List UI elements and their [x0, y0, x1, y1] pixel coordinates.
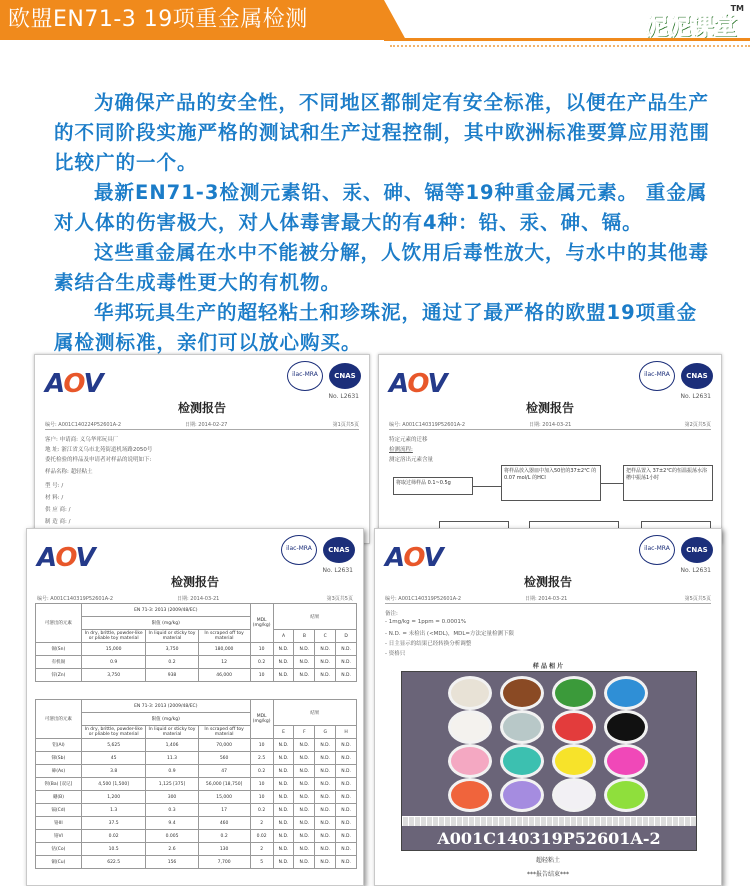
- table-row: [36, 778, 357, 791]
- table-header-cell: E: [273, 726, 294, 739]
- flow-arrow: [601, 483, 623, 484]
- table-cell: N.D.: [294, 669, 315, 682]
- table-cell: 938: [146, 669, 198, 682]
- header-title: 欧盟EN71-3 19项重金属检测: [0, 0, 384, 40]
- photo-sample-code: A001C140319P52601A-2: [437, 829, 661, 848]
- clay-sample-tub: [552, 744, 596, 778]
- table-cell: 钴(Co): [36, 843, 82, 856]
- table-cell: N.D.: [294, 656, 315, 669]
- report-page-number: 第2页共5页: [684, 422, 711, 428]
- sample-field: 供 应 商: /: [45, 507, 71, 513]
- table-cell: N.D.: [294, 643, 315, 656]
- table-cell: N.D.: [273, 804, 294, 817]
- photo-caption: 超轻粘土: [535, 857, 560, 864]
- table-cell: N.D.: [336, 643, 357, 656]
- table-cell: N.D.: [273, 791, 294, 804]
- photo-ruler: [402, 816, 696, 826]
- table-cell: N.D.: [273, 656, 294, 669]
- table-cell: 10.5: [81, 843, 146, 856]
- table-cell: 10: [250, 669, 273, 682]
- table-cell: 钡(Ba) [双记]: [36, 778, 82, 791]
- table-cell: N.D.: [273, 643, 294, 656]
- note-line: - N.D. = 未检出 (<MDL)，MDL=方法定量检测下限: [385, 631, 515, 637]
- report-page-1: [34, 354, 370, 544]
- table-cell: N.D.: [273, 830, 294, 843]
- table-cell: 0.2: [250, 656, 273, 669]
- table-cell: N.D.: [336, 778, 357, 791]
- table-row: [36, 843, 357, 856]
- address: 地 址: 浙江省义乌市北苑街道机场路2050号: [45, 447, 153, 453]
- table-cell: 622.5: [81, 856, 146, 869]
- table-row: [36, 791, 357, 804]
- table-cell: N.D.: [336, 856, 357, 869]
- note-line: - 资格只: [385, 651, 406, 657]
- table-cell: 10: [250, 778, 273, 791]
- table-cell: 0.005: [146, 830, 198, 843]
- ilac-mra-logo: ilac-MRA: [281, 535, 317, 565]
- report-page-number: 第1页共5页: [332, 422, 359, 428]
- table-cell: 560: [198, 752, 250, 765]
- table-header-cell: 可溶出的元素: [36, 700, 82, 739]
- table-header-cell: EN 71-3: 2013 (2009/48/EC): [81, 604, 250, 617]
- table-cell: N.D.: [273, 669, 294, 682]
- table-cell: 37.5: [81, 817, 146, 830]
- license-number: No. L2631: [680, 393, 711, 400]
- table-cell: N.D.: [336, 752, 357, 765]
- header-tab-shape: [384, 0, 406, 40]
- table-header-cell: MDL (mg/kg): [250, 700, 273, 739]
- table-header-cell: 可溶出的元素: [36, 604, 82, 643]
- clay-sample-tub: [604, 744, 648, 778]
- brand-logo: [644, 6, 736, 41]
- clay-sample-tub: [552, 710, 596, 744]
- table-cell: 铬III: [36, 817, 82, 830]
- ilac-mra-logo: ilac-MRA: [639, 361, 675, 391]
- report-page-2: [378, 354, 722, 544]
- table-cell: 0.9: [146, 765, 198, 778]
- table-cell: 4,500 [1,500]: [81, 778, 146, 791]
- cnas-logo: CNAS: [681, 537, 713, 563]
- table-cell: 17: [198, 804, 250, 817]
- table-header-cell: In liquid or sticky toy material: [146, 630, 198, 643]
- flow-box: 把样品置入 37±2℃的恒温振荡水浴槽中振荡1小时: [623, 465, 713, 501]
- table-header-cell: H: [336, 726, 357, 739]
- license-number: No. L2631: [680, 567, 711, 574]
- table-header-cell: 结果: [273, 700, 356, 726]
- table-cell: N.D.: [315, 817, 336, 830]
- table-cell: 47: [198, 765, 250, 778]
- table-cell: 1,406: [146, 739, 198, 752]
- table-cell: 铬VI: [36, 830, 82, 843]
- brand-text: 泥泥课堂: [644, 12, 736, 40]
- results-table-top: [35, 603, 357, 682]
- table-cell: N.D.: [294, 752, 315, 765]
- table-cell: N.D.: [273, 817, 294, 830]
- sample-field: 材 料: /: [45, 495, 64, 501]
- table-cell: N.D.: [336, 656, 357, 669]
- clay-sample-tub: [500, 676, 544, 710]
- table-cell: 2: [250, 843, 273, 856]
- table-cell: 12: [198, 656, 250, 669]
- table-cell: 5,625: [81, 739, 146, 752]
- table-header-cell: In scraped off toy material: [198, 630, 250, 643]
- table-cell: 5: [250, 856, 273, 869]
- table-cell: 15,000: [81, 643, 146, 656]
- table-cell: N.D.: [315, 752, 336, 765]
- table-cell: 11.3: [146, 752, 198, 765]
- table-header-cell: In dry, brittle, powder-like or pliable toy material: [81, 726, 146, 739]
- results-table-bottom: [35, 699, 357, 869]
- table-header-cell: In scraped off toy material: [198, 726, 250, 739]
- table-cell: 0.02: [81, 830, 146, 843]
- table-cell: 70,000: [198, 739, 250, 752]
- table-cell: N.D.: [294, 856, 315, 869]
- clay-sample-tub: [604, 778, 648, 812]
- header-dotted-rule: [390, 45, 750, 47]
- table-cell: 3,750: [81, 669, 146, 682]
- flow-arrow: [473, 486, 501, 487]
- table-cell: N.D.: [273, 778, 294, 791]
- table-cell: 1,200: [81, 791, 146, 804]
- table-cell: N.D.: [315, 669, 336, 682]
- table-cell: 10: [250, 739, 273, 752]
- intro-paragraph-1: 为确保产品的安全性，不同地区都制定有安全标准，以便在产品生产的不同阶段实施严格的测试和生产过程控制，其中欧洲标准要算应用范围比较广的一个。: [54, 91, 711, 174]
- table-cell: 锌(Zn): [36, 669, 82, 682]
- table-header-cell: 限值 (mg/kg): [81, 713, 250, 726]
- cnas-logo: CNAS: [681, 363, 713, 389]
- report-page-number: 第5页共5页: [684, 596, 711, 602]
- table-cell: N.D.: [336, 817, 357, 830]
- table-cell: 0.2: [198, 830, 250, 843]
- table-cell: 46,000: [198, 669, 250, 682]
- table-cell: N.D.: [294, 817, 315, 830]
- table-cell: N.D.: [315, 843, 336, 856]
- clay-sample-tub: [552, 778, 596, 812]
- report-date: 日期: 2014-02-27: [185, 422, 228, 428]
- clay-sample-tub: [448, 676, 492, 710]
- table-cell: 砷(As): [36, 765, 82, 778]
- intro-text: [54, 88, 714, 358]
- table-cell: N.D.: [315, 739, 336, 752]
- table-row: [36, 817, 357, 830]
- intro-paragraph-2: 最新EN71-3检测元素铅、汞、砷、镉等19种重金属元素。 重金属对人体的伤害极大，对人体毒害最大的有4种：铅、汞、砷、镉。: [54, 181, 708, 234]
- table-header-cell: C: [315, 630, 336, 643]
- table-cell: 2.6: [146, 843, 198, 856]
- clay-sample-tub: [448, 778, 492, 812]
- table-cell: N.D.: [273, 843, 294, 856]
- clay-sample-tub: [500, 778, 544, 812]
- table-cell: 1,125 [375]: [146, 778, 198, 791]
- table-header-cell: G: [315, 726, 336, 739]
- table-cell: N.D.: [273, 765, 294, 778]
- table-cell: 0.9: [81, 656, 146, 669]
- report-end-text: ***报告结束***: [526, 871, 569, 878]
- photo-title: 样 品 相 片: [532, 663, 564, 670]
- aov-logo: AOV: [45, 369, 103, 399]
- table-cell: N.D.: [336, 765, 357, 778]
- table-cell: N.D.: [294, 791, 315, 804]
- table-cell: 7,700: [198, 856, 250, 869]
- table-row: [36, 830, 357, 843]
- table-cell: N.D.: [315, 856, 336, 869]
- section-line: 检测流程:: [389, 447, 413, 453]
- report-number: 编号: A001C140319P52601A-2: [389, 422, 466, 428]
- table-cell: 10: [250, 643, 273, 656]
- table-cell: N.D.: [294, 778, 315, 791]
- table-cell: 硼(B): [36, 791, 82, 804]
- report-date: 日期: 2014-03-21: [177, 596, 220, 602]
- table-cell: N.D.: [336, 669, 357, 682]
- report-title: 检测报告: [525, 401, 574, 415]
- entrust-note: 委托检验的样品及申请者对样品的说明如下:: [45, 457, 152, 463]
- table-row: [36, 752, 357, 765]
- table-cell: 有机锡: [36, 656, 82, 669]
- intro-paragraph-4: 华邦玩具生产的超轻粘土和珍珠泥，通过了最严格的欧盟19项重金属检测标准，亲们可以放心购买。: [54, 301, 698, 354]
- divider: [385, 603, 711, 604]
- table-cell: 铜(Cu): [36, 856, 82, 869]
- report-title: 检测报告: [177, 401, 226, 415]
- table-row: [36, 739, 357, 752]
- table-row: [36, 656, 357, 669]
- report-title: 检测报告: [523, 575, 572, 589]
- table-cell: 0.2: [250, 765, 273, 778]
- table-cell: N.D.: [273, 856, 294, 869]
- table-cell: N.D.: [336, 739, 357, 752]
- note-line: - 日主显示的结果已经转换分析调整: [385, 641, 472, 647]
- divider: [45, 429, 359, 430]
- license-number: No. L2631: [328, 393, 359, 400]
- clay-sample-tub: [552, 676, 596, 710]
- sample-field: 型 号: /: [45, 483, 64, 489]
- table-cell: N.D.: [315, 778, 336, 791]
- table-cell: 10: [250, 791, 273, 804]
- page-header: [0, 0, 750, 46]
- table-row: [36, 856, 357, 869]
- table-cell: N.D.: [294, 830, 315, 843]
- aov-logo: AOV: [37, 543, 95, 573]
- table-header-cell: A: [273, 630, 294, 643]
- aov-logo: AOV: [385, 543, 443, 573]
- table-cell: 2: [250, 817, 273, 830]
- section-line: 测定溶出元素含量: [389, 457, 434, 463]
- aov-logo: AOV: [389, 369, 447, 399]
- ilac-mra-logo: ilac-MRA: [287, 361, 323, 391]
- intro-paragraph-3: 这些重金属在水中不能被分解，人饮用后毒性放大，与水中的其他毒素结合生成毒性更大的有机物。: [54, 241, 710, 294]
- clay-sample-tub: [448, 710, 492, 744]
- table-cell: N.D.: [315, 804, 336, 817]
- sample-photo: [401, 671, 697, 851]
- note-line: - 1mg/kg = 1ppm = 0.0001%: [385, 619, 467, 625]
- table-header-cell: EN 71-3: 2013 (2009/48/EC): [81, 700, 250, 713]
- report-number: 编号: A001C140224P52601A-2: [45, 422, 122, 428]
- ilac-mra-logo: ilac-MRA: [639, 535, 675, 565]
- table-cell: 130: [198, 843, 250, 856]
- table-cell: N.D.: [315, 765, 336, 778]
- table-row: [36, 669, 357, 682]
- table-row: [36, 804, 357, 817]
- table-cell: N.D.: [315, 791, 336, 804]
- table-cell: 3,750: [146, 643, 198, 656]
- table-header-cell: MDL (mg/kg): [250, 604, 273, 643]
- table-cell: 锡(Sn): [36, 643, 82, 656]
- table-cell: 1.3: [81, 804, 146, 817]
- table-header-cell: In liquid or sticky toy material: [146, 726, 198, 739]
- report-page-5: [374, 528, 722, 886]
- clay-sample-tub: [604, 710, 648, 744]
- table-cell: 15,000: [198, 791, 250, 804]
- flow-box: 将样品放入器皿中加入50倍的37±2℃ 的0.07 mol/L 的HCl: [501, 465, 601, 501]
- table-cell: 156: [146, 856, 198, 869]
- table-cell: N.D.: [273, 739, 294, 752]
- table-cell: 45: [81, 752, 146, 765]
- table-cell: N.D.: [294, 739, 315, 752]
- clay-sample-tub: [604, 676, 648, 710]
- table-cell: 0.2: [146, 656, 198, 669]
- table-header-cell: In dry, brittle, powder-like or pliable toy material: [81, 630, 146, 643]
- section-line: 特定元素的迁移: [389, 437, 428, 443]
- table-cell: 56,000 [18,750]: [198, 778, 250, 791]
- table-cell: N.D.: [315, 656, 336, 669]
- brand-trademark: TM: [730, 4, 744, 13]
- cnas-logo: CNAS: [329, 363, 361, 389]
- table-cell: 0.2: [250, 804, 273, 817]
- report-number: 编号: A001C140319P52601A-2: [37, 596, 114, 602]
- report-date: 日期: 2014-03-21: [529, 422, 572, 428]
- table-cell: N.D.: [336, 791, 357, 804]
- table-cell: 0.3: [146, 804, 198, 817]
- table-cell: N.D.: [315, 830, 336, 843]
- table-cell: N.D.: [336, 830, 357, 843]
- table-cell: N.D.: [315, 643, 336, 656]
- table-cell: 锑(Sb): [36, 752, 82, 765]
- table-cell: 2.5: [250, 752, 273, 765]
- flow-box: 将取过筛样品 0.1~0.5g: [393, 477, 473, 495]
- clay-sample-tub: [448, 744, 492, 778]
- table-header-cell: 结果: [273, 604, 356, 630]
- report-title: 检测报告: [170, 575, 219, 589]
- table-cell: N.D.: [294, 843, 315, 856]
- table-cell: N.D.: [273, 752, 294, 765]
- table-row: [36, 643, 357, 656]
- report-number: 编号: A001C140319P52601A-2: [385, 596, 462, 602]
- table-header-cell: F: [294, 726, 315, 739]
- table-cell: N.D.: [336, 843, 357, 856]
- report-date: 日期: 2014-03-21: [525, 596, 568, 602]
- clay-sample-tub: [500, 710, 544, 744]
- sample-name: 样品名称: 超轻粘土: [45, 469, 93, 475]
- table-cell: 铝(Al): [36, 739, 82, 752]
- table-cell: 镉(Cd): [36, 804, 82, 817]
- divider: [389, 429, 711, 430]
- table-row: [36, 765, 357, 778]
- table-cell: N.D.: [336, 804, 357, 817]
- report-page-number: 第3页共5页: [326, 596, 353, 602]
- table-cell: 300: [146, 791, 198, 804]
- table-cell: 0.02: [250, 830, 273, 843]
- table-cell: 9.4: [146, 817, 198, 830]
- table-header-cell: 限值 (mg/kg): [81, 617, 250, 630]
- table-cell: 460: [198, 817, 250, 830]
- report-page-3: [26, 528, 364, 886]
- notes-title: 备注:: [385, 611, 398, 617]
- table-cell: N.D.: [294, 765, 315, 778]
- cnas-logo: CNAS: [323, 537, 355, 563]
- table-header-cell: D: [336, 630, 357, 643]
- clay-sample-tub: [500, 744, 544, 778]
- sample-field: 制 造 商: /: [45, 519, 71, 525]
- table-cell: 3.8: [81, 765, 146, 778]
- license-number: No. L2631: [322, 567, 353, 574]
- table-cell: N.D.: [294, 804, 315, 817]
- table-header-cell: B: [294, 630, 315, 643]
- applicant: 客户: 申请商: 义乌华邦玩具厂: [45, 437, 119, 443]
- table-cell: 180,000: [198, 643, 250, 656]
